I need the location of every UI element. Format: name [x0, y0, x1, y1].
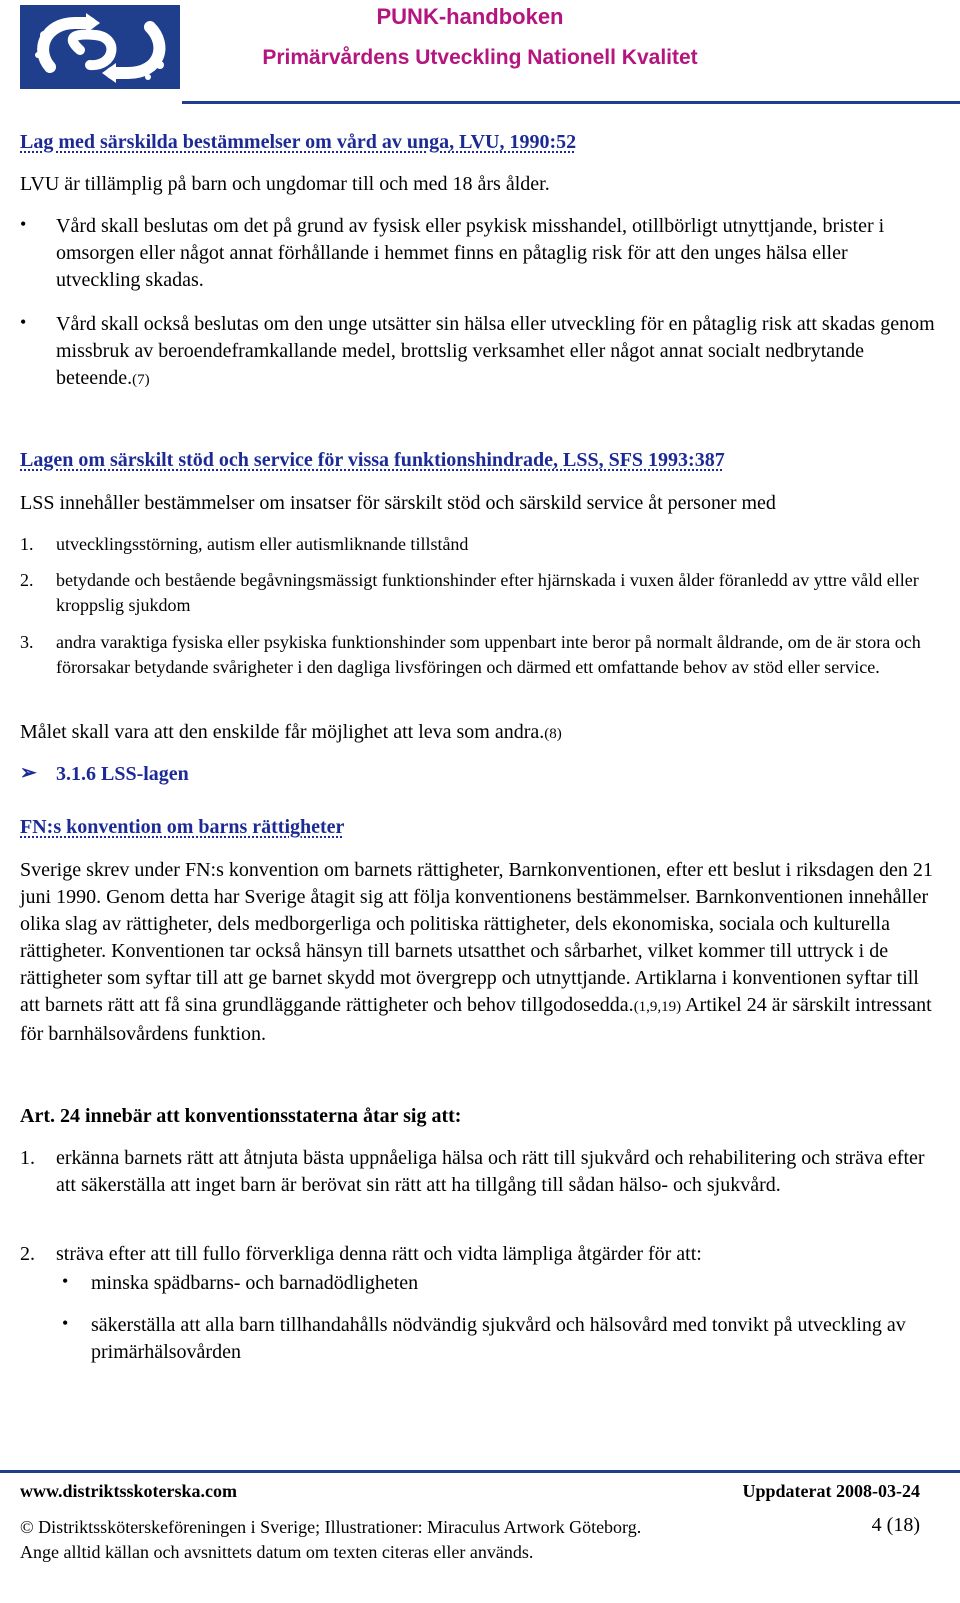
lvu-intro: LVU är tillämplig på barn och ungdomar till och med 18 års ålder. [20, 173, 550, 195]
lvu-bullet-2: Vård skall också beslutas om den unge utsätter sin hälsa eller utveckling för en påtaglig risk att skadas genom missbruk av beroendeframkallande medel, brottslig verksamhet eller något annat socialt nedbrytande beteende.(7) [56, 313, 935, 389]
list-number: 2. [20, 570, 34, 590]
fn-heading-link[interactable]: FN:s konvention om barns rättigheter [20, 816, 345, 838]
list-number: 3. [20, 632, 34, 652]
lvu-bullet-1: Vård skall beslutas om det på grund av fysisk eller psykisk misshandel, otillbörligt utnyttjande, brister i omsorgen eller något annat förhållande i hemmet finns en påtaglig risk för att den unges hälsa eller utveckling skadas. [56, 215, 885, 291]
reference: (1,9,19) [633, 999, 682, 1015]
footer-note: Ange alltid källan och avsnittets datum om texten citeras eller används. [20, 1542, 534, 1562]
art24-item-1: erkänna barnets rätt att åtnjuta bästa uppnåeliga hälsa och rätt till sjukvård och rehabilitering och sträva efter att säkerställa att inget barn är berövat sin rätt att ha tillgång till sådan hälso- och sjukvård. [56, 1147, 925, 1196]
header-title: PUNK-handboken [376, 4, 564, 29]
bullet-icon: • [20, 214, 27, 234]
header-divider [182, 101, 960, 104]
footer-divider [0, 1470, 960, 1473]
bullet-icon: • [20, 312, 27, 332]
bullet-icon: • [62, 1313, 69, 1333]
reference: (7) [132, 372, 150, 388]
lss-item-1: utvecklingsstörning, autism eller autismliknande tillstånd [56, 534, 469, 554]
lvu-heading-link[interactable]: Lag med särskilda bestämmelser om vård av unga, LVU, 1990:52 [20, 131, 577, 153]
lss-goal: Målet skall vara att den enskilde får möjlighet att leva som andra.(8) [20, 721, 562, 743]
header-subtitle: Primärvårdens Utveckling Nationell Kvalitet [262, 46, 698, 69]
art24-sub-2: säkerställa att alla barn tillhandahålls nödvändig sjukvård och hälsovård med tonvikt på utveckling av primärhälsovården [91, 1314, 906, 1363]
footer-url-link[interactable]: www.distriktsskoterska.com [20, 1481, 238, 1501]
footer-updated: Uppdaterat 2008-03-24 [742, 1481, 920, 1501]
reference: (8) [544, 726, 562, 742]
list-number: 2. [20, 1243, 35, 1265]
lss-item-3: andra varaktiga fysiska eller psykiska funktionshinder som uppenbart inte beror på normalt åldrande, om de är stora och förorsakar betydande svårigheter i den dagliga livsföringen och därmed ett omfattande behov av stöd eller service. [56, 632, 921, 677]
art24-heading: Art. 24 innebär att konventionsstaterna åtar sig att: [20, 1105, 462, 1127]
fn-body: Sverige skrev under FN:s konvention om barnets rättigheter, Barnkonventionen, efter ett beslut i riksdagen den 21 juni 1990. Genom detta har Sverige åtagit sig att följa konventionens bestämmelser. Barnkonventionen innehåller olika slag av rättigheter, dels medborgerliga och politiska rättigheter, dels ekonomiska, sociala och kulturella rättigheter. Konventionen tar också hänsyn till barnets utsatthet och sårbarhet, vilket kommer till uttryck i de rättigheter som syftar till att ge barnet skydd mot övergrepp och utnyttjande. Artiklarna i konventionen syftar till att barnets rätt att få sina grundläggande rättigheter och behov tillgodosedda.(1,9,19) Artikel 24 är särskilt intressant för barnhälsovårdens funktion. [20, 859, 933, 1045]
lss-heading-link[interactable]: Lagen om särskilt stöd och service för vissa funktionshindrade, LSS, SFS 1993:387 [20, 449, 725, 471]
punk-logo-icon [20, 5, 180, 89]
art24-item-2: sträva efter att till fullo förverkliga denna rätt och vidta lämpliga åtgärder för att: [56, 1243, 702, 1265]
page-number: 4 (18) [871, 1514, 920, 1536]
footer-copyright: © Distriktssköterskeföreningen i Sverige; Illustrationer: Miraculus Artwork Göteborg. [20, 1517, 642, 1537]
arrow-icon: ➢ [20, 762, 37, 784]
bullet-icon: • [62, 1271, 69, 1291]
art24-sub-1: minska spädbarns- och barnadödligheten [91, 1272, 419, 1294]
list-number: 1. [20, 534, 34, 554]
lss-item-2: betydande och bestående begåvningsmässigt funktionshinder efter hjärnskada i vuxen ålder föranledd av yttre våld eller kroppslig sjukdom [56, 570, 919, 615]
lss-lagen-link[interactable]: 3.1.6 LSS-lagen [56, 763, 189, 785]
lss-intro: LSS innehåller bestämmelser om insatser för särskilt stöd och särskild service åt personer med [20, 492, 776, 514]
list-number: 1. [20, 1147, 35, 1169]
